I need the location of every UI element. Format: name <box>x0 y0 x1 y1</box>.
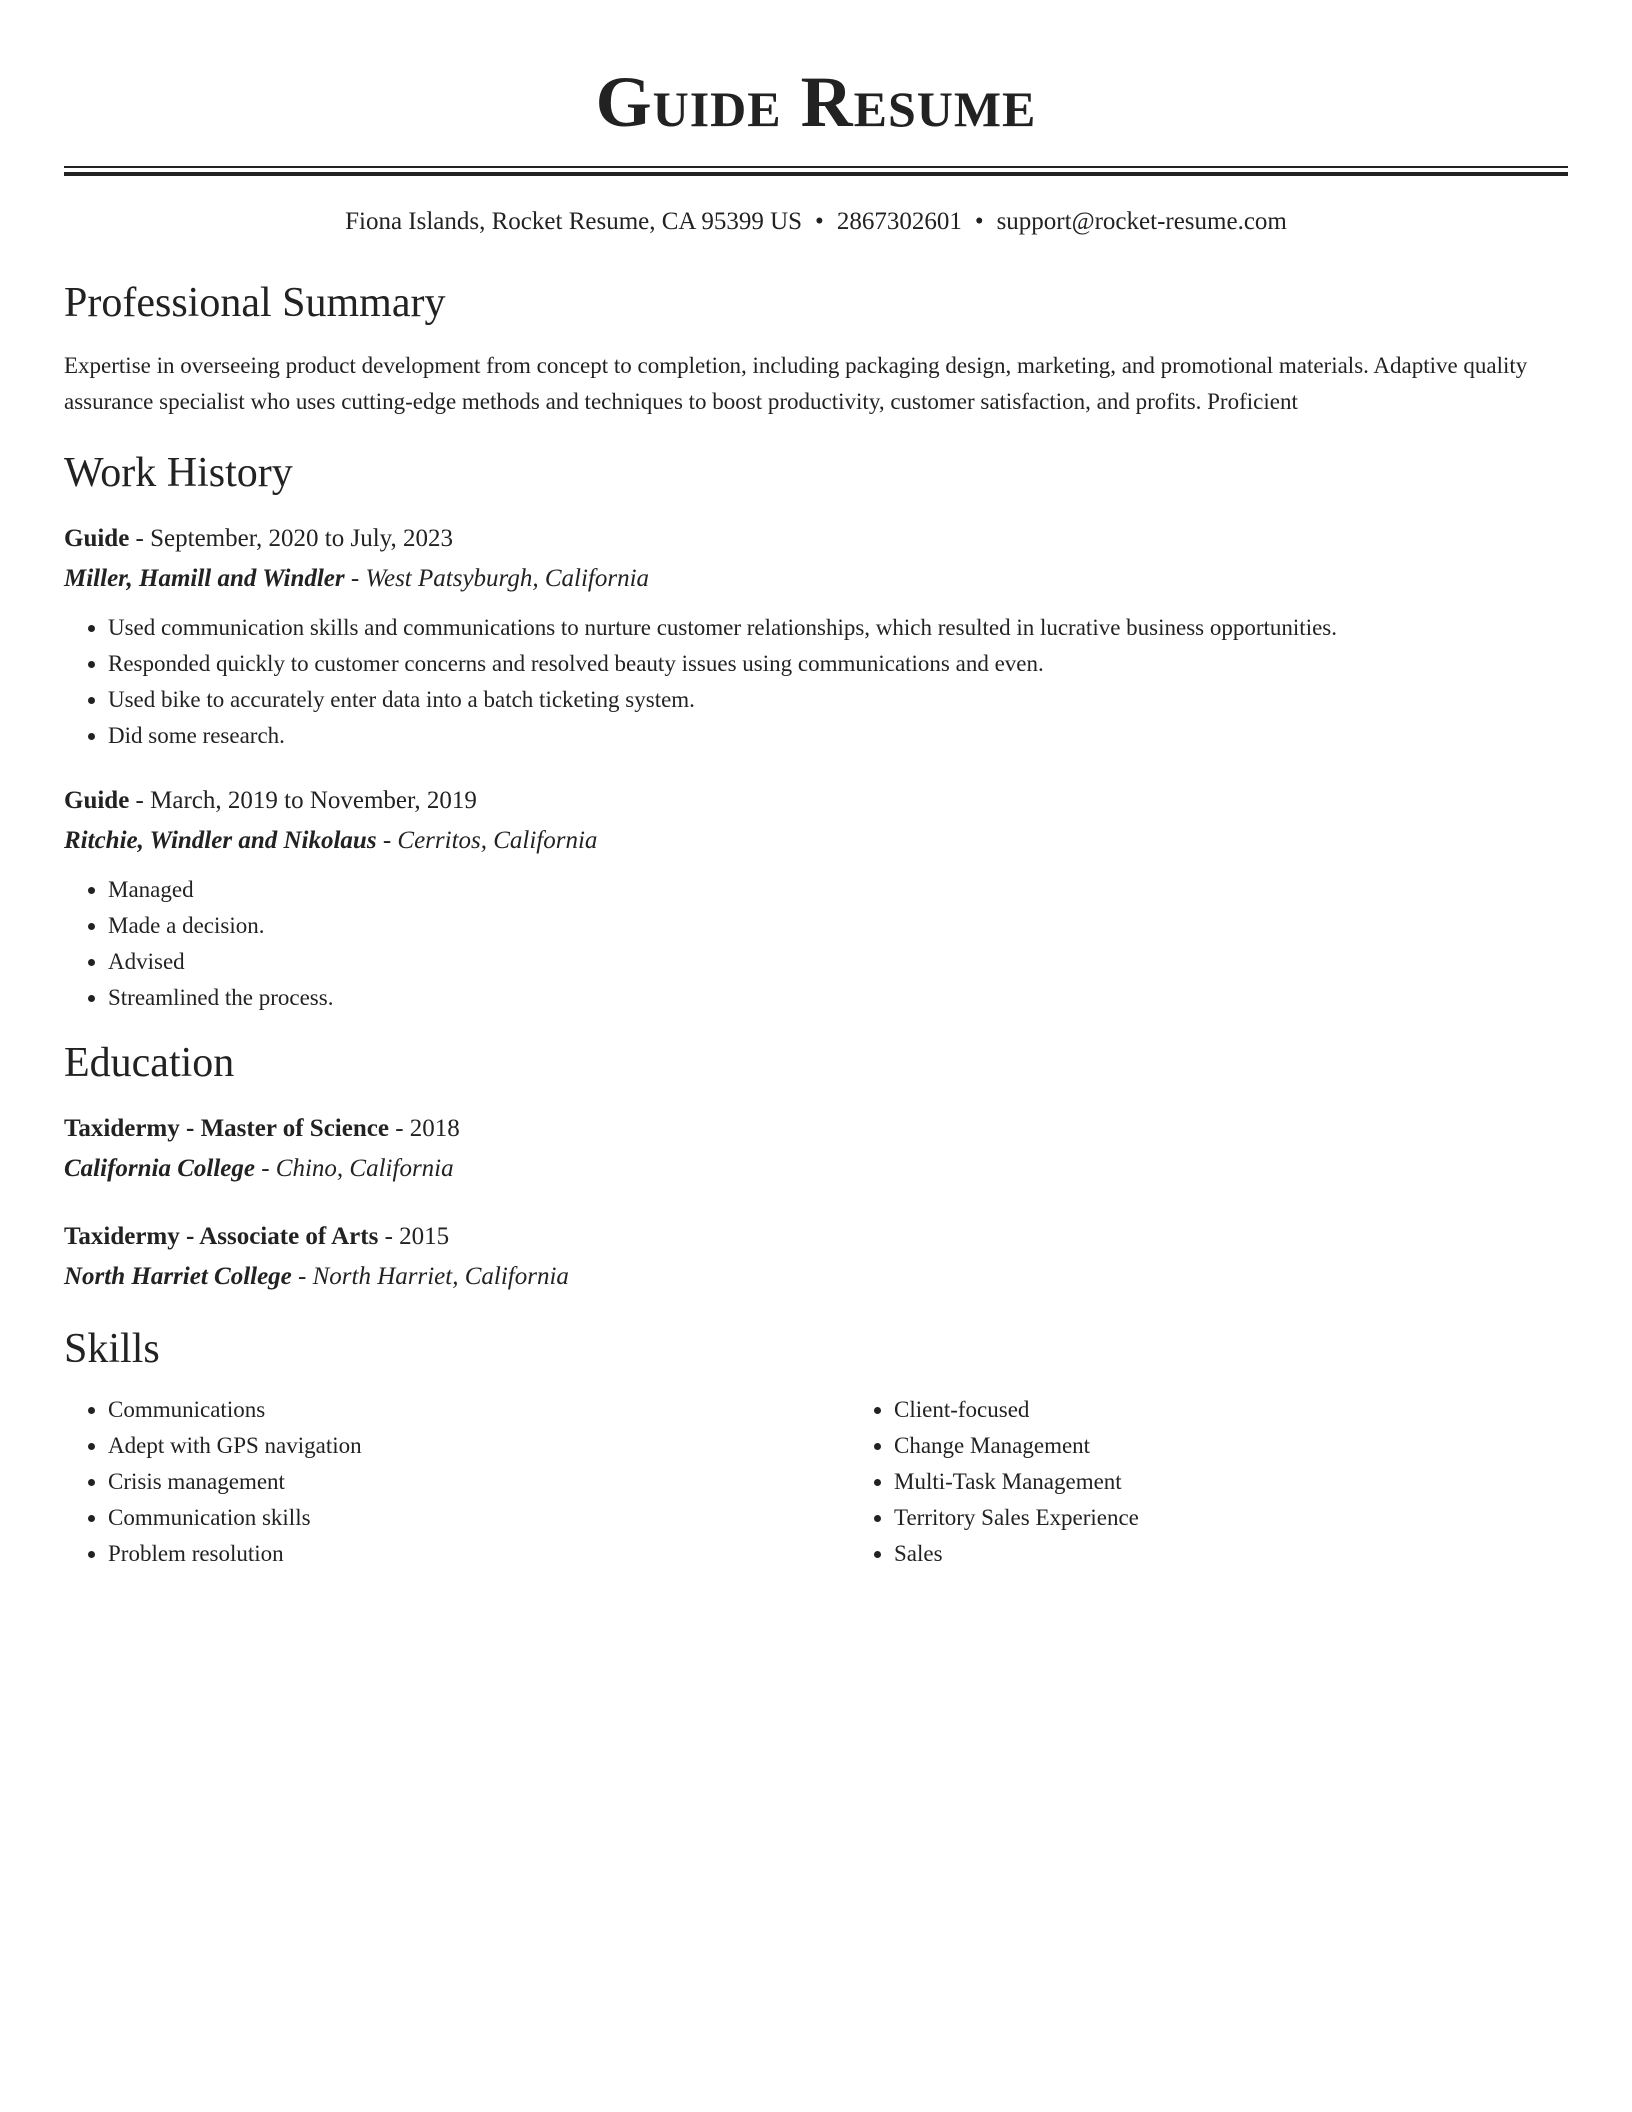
job-bullets <box>64 872 1568 1016</box>
job-bullet: • Used bike to accurately enter data into a batch ticketing system. <box>108 682 1568 718</box>
resume-title: Guide Resume <box>595 62 1037 142</box>
skills-columns <box>64 1392 1568 1572</box>
contact-line <box>64 206 1568 238</box>
job-company-line <box>64 560 1568 598</box>
job-company-line <box>64 822 1568 860</box>
school-line <box>64 1258 1568 1296</box>
job-bullet: • Used communication skills and communications to nurture customer relationships, which resulted in lucrative business opportunities. <box>108 610 1568 646</box>
skill-item: • Crisis management <box>108 1464 850 1500</box>
skill-item: • Client-focused <box>894 1392 1632 1428</box>
job-bullet: • Made a decision. <box>108 908 1568 944</box>
skill-item: • Territory Sales Experience <box>894 1500 1632 1536</box>
skill-item: • Problem resolution <box>108 1536 850 1572</box>
education-entry <box>64 1110 1568 1188</box>
skill-item: • Sales <box>894 1536 1632 1572</box>
degree-year: - 2018 <box>388 1115 460 1142</box>
job-title: Guide <box>64 787 130 814</box>
job-location: - Cerritos, California <box>376 827 598 854</box>
school-line <box>64 1150 1568 1188</box>
contact-separator: • <box>815 208 824 235</box>
degree-line <box>64 1110 1568 1148</box>
skills-heading: Skills <box>64 1326 160 1372</box>
title-divider <box>64 166 1568 176</box>
job-entry <box>64 520 1568 754</box>
summary-heading: Professional Summary <box>64 280 446 326</box>
job-entry <box>64 782 1568 1016</box>
job-title: Guide <box>64 525 130 552</box>
job-title-line <box>64 520 1568 558</box>
skill-item: • Communications <box>108 1392 850 1428</box>
school-name: California College <box>64 1155 255 1182</box>
job-bullets <box>64 610 1568 754</box>
job-bullet: • Did some research. <box>108 718 1568 754</box>
contact-address: Fiona Islands, Rocket Resume, CA 95399 US <box>345 208 803 235</box>
contact-email: support@rocket-resume.com <box>996 208 1287 235</box>
school-name: North Harriet College <box>64 1263 292 1290</box>
contact-phone: 2867302601 <box>836 208 962 235</box>
job-bullet: • Streamlined the process. <box>108 980 1568 1016</box>
job-dates: - March, 2019 to November, 2019 <box>129 787 477 814</box>
skills-list-left <box>64 1392 850 1572</box>
skills-list-right <box>850 1392 1632 1572</box>
education-heading: Education <box>64 1040 235 1086</box>
job-bullet: • Managed <box>108 872 1568 908</box>
summary-text: Expertise in overseeing product development from concept to completion, including packaging design, marketing, and promotional materials. Adaptive quality assurance specialist who uses cutting-edge methods and techniques to boost productivity, customer satisfaction, and profits. Proficient <box>64 353 1528 414</box>
school-location: - Chino, California <box>254 1155 454 1182</box>
degree: Taxidermy - Master of Science <box>64 1115 389 1142</box>
job-bullet: • Advised <box>108 944 1568 980</box>
skill-item: • Communication skills <box>108 1500 850 1536</box>
education-entry <box>64 1218 1568 1296</box>
degree-line <box>64 1218 1568 1256</box>
job-location: - West Patsyburgh, California <box>344 565 650 592</box>
degree-year: - 2015 <box>378 1223 450 1250</box>
contact-separator: • <box>974 208 984 235</box>
job-bullet: • Responded quickly to customer concerns and resolved beauty issues using communications and even. <box>108 646 1568 682</box>
school-location: - North Harriet, California <box>291 1263 569 1290</box>
job-title-line <box>64 782 1568 820</box>
skill-item: • Adept with GPS navigation <box>108 1428 850 1464</box>
degree: Taxidermy - Associate of Arts <box>64 1223 379 1250</box>
job-company: Ritchie, Windler and Nikolaus <box>64 827 377 854</box>
job-company: Miller, Hamill and Windler <box>64 565 345 592</box>
job-dates: - September, 2020 to July, 2023 <box>129 525 454 552</box>
skill-item: • Multi-Task Management <box>894 1464 1632 1500</box>
work-history-heading: Work History <box>64 450 293 496</box>
skill-item: • Change Management <box>894 1428 1632 1464</box>
